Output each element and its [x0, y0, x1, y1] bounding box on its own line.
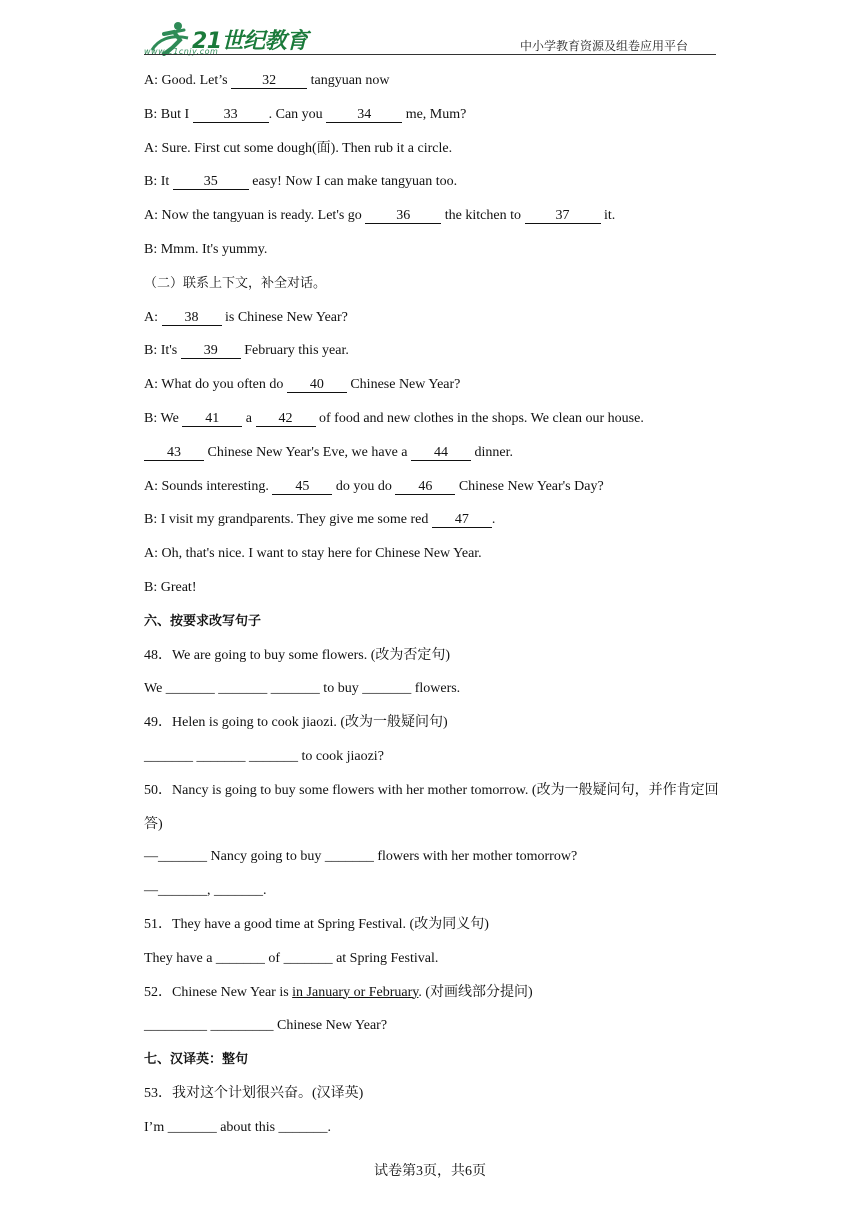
question-51: 51．They have a good time at Spring Festival. (改为同义句) [144, 916, 489, 932]
dialogue-line: A: What do you often do 40 Chinese New Year? [144, 377, 461, 393]
section-subheading: （二）联系上下文，补全对话。 [144, 275, 327, 291]
answer-line: They have a _______ of _______ at Spring Festival. [144, 950, 439, 966]
answer-blank: 33 [193, 108, 269, 123]
dialogue-line: B: But I 33 . Can you 34 me, Mum? [144, 106, 467, 122]
dialogue-line: B: Mmm. It's yummy. [144, 241, 268, 257]
answer-blank: 38 [162, 311, 222, 326]
question-52: 52．Chinese New Year is in January or February. (对画线部分提问) [144, 984, 533, 1000]
answer-blank: 43 [144, 446, 204, 461]
dialogue-line: A: Now the tangyuan is ready. Let's go 36 the kitchen to 37 it. [144, 208, 616, 224]
answer-blank: 44 [411, 446, 471, 461]
answer-blank: 35 [173, 175, 249, 190]
logo-text: 21世纪教育 [192, 29, 308, 54]
answer-blank: 34 [326, 108, 402, 123]
answer-line: I’m _______ about this _______. [144, 1119, 332, 1135]
answer-blank: 40 [287, 378, 347, 393]
answer-blank: 47 [432, 513, 492, 528]
dialogue-line: A: Good. Let’s 32 tangyuan now [144, 73, 390, 88]
section-heading: 七、汉译英：整句 [144, 1052, 249, 1068]
answer-blank: 36 [365, 209, 441, 224]
document-body [144, 72, 719, 1153]
underlined-phrase: in January or February [292, 984, 419, 1000]
dialogue-line: A: Sounds interesting. 45 do you do 46 Chinese New Year's Day? [144, 478, 604, 494]
answer-blank: 45 [272, 480, 332, 495]
answer-blank: 46 [395, 480, 455, 495]
header-divider [144, 54, 716, 55]
platform-name: 中小学教育资源及组卷应用平台 [519, 39, 688, 53]
section-heading: 六、按要求改写句子 [144, 613, 262, 629]
question-48: 48．We are going to buy some flowers. (改为否定句) [144, 647, 451, 663]
dialogue-line: 43 Chinese New Year's Eve, we have a 44 dinner. [144, 444, 719, 462]
answer-line: We _______ _______ _______ to buy _______ flowers. [144, 681, 461, 697]
page-header [144, 18, 716, 58]
answer-blank: 41 [182, 412, 242, 427]
answer-line: _______ _______ _______ to cook jiaozi? [144, 748, 384, 764]
answer-blank: 32 [231, 74, 307, 89]
answer-line: —_______, _______. [144, 883, 267, 899]
dialogue-line: A: 38 is Chinese New Year? [144, 309, 348, 325]
dialogue-line: B: I visit my grandparents. They give me some red 47 . [144, 512, 496, 528]
dialogue-line: B: It 35 easy! Now I can make tangyuan too. [144, 174, 458, 190]
dialogue-line: A: Sure. First cut some dough(面). Then rub it a circle. [144, 140, 453, 156]
dialogue-line: A: Oh, that's nice. I want to stay here for Chinese New Year. [144, 546, 482, 562]
dialogue-line: B: We 41 a 42 of food and new clothes in the shops. We clean our house. [144, 410, 644, 426]
answer-blank: 39 [181, 344, 241, 359]
answer-line: _________ _________ Chinese New Year? [144, 1018, 388, 1034]
question-49: 49．Helen is going to cook jiaozi. (改为一般疑问句) [144, 715, 448, 731]
logo-url: www.21cnjy.com [144, 47, 219, 56]
dialogue-line: B: Great! [144, 579, 197, 595]
answer-blank: 37 [525, 209, 601, 224]
answer-blank: 42 [256, 412, 316, 427]
answer-line: —_______ Nancy going to buy _______ flowers with her mother tomorrow? [144, 849, 578, 865]
dialogue-line: B: It's 39 February this year. [144, 343, 349, 359]
question-53: 53．我对这个计划很兴奋。(汉译英) [144, 1085, 364, 1101]
page-number: 试卷第3页，共6页 [374, 1164, 486, 1179]
question-50: 50．Nancy is going to buy some flowers with her mother tomorrow. (改为一般疑问句，并作肯定回答) [144, 782, 719, 832]
